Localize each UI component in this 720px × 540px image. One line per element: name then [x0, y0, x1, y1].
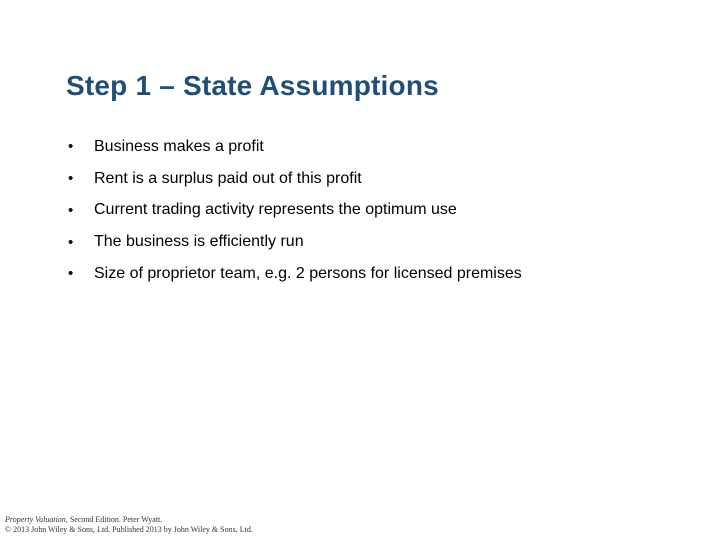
bullet-icon: •	[68, 233, 74, 251]
bullet-text: Rent is a surplus paid out of this profit	[94, 169, 362, 187]
bullet-item	[66, 258, 706, 290]
bullet-item	[66, 131, 706, 163]
footer-edition-author: , Second Edition. Peter Wyatt.	[65, 515, 163, 524]
bullet-icon: •	[68, 265, 74, 283]
bullet-item	[66, 163, 706, 195]
bullet-text: The business is efficiently run	[94, 233, 304, 251]
footer-line-book	[5, 515, 253, 525]
bullet-text: Business makes a profit	[94, 137, 264, 155]
footer-line-copyright: © 2013 John Wiley & Sons, Ltd. Published 2013 by John Wiley & Sons, Ltd.	[5, 525, 253, 534]
bullet-icon: •	[68, 138, 74, 156]
slide-title: Step 1 – State Assumptions	[66, 70, 439, 101]
copyright-footer	[5, 515, 253, 535]
bullet-item	[66, 226, 706, 258]
footer-book-title: Property Valuation	[5, 515, 66, 524]
bullet-text: Current trading activity represents the optimum use	[94, 201, 457, 219]
bullet-list	[66, 131, 706, 290]
bullet-icon: •	[68, 170, 74, 188]
bullet-text: Size of proprietor team, e.g. 2 persons for licensed premises	[94, 264, 522, 282]
bullet-icon: •	[68, 201, 74, 219]
bullet-item	[66, 195, 706, 227]
